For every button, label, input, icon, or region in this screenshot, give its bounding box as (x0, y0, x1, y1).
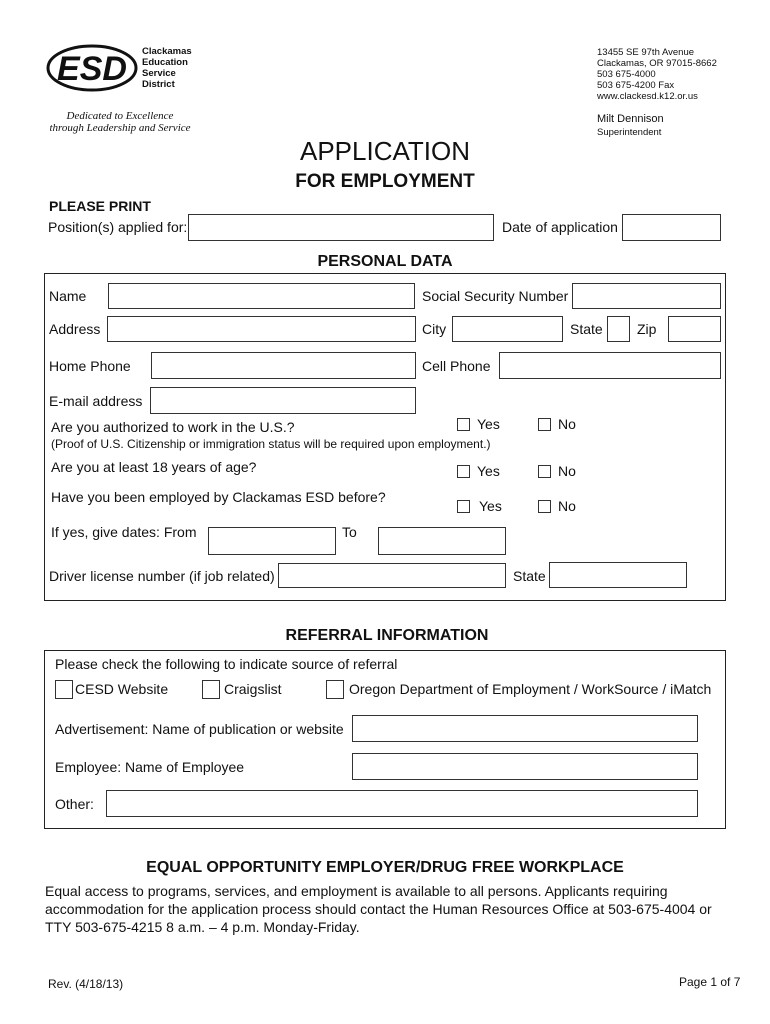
cesd-website-checkbox[interactable] (55, 680, 73, 699)
org-line: District (142, 79, 175, 90)
state-label: State (570, 321, 603, 337)
position-label: Position(s) applied for: (48, 219, 188, 235)
age-question: Are you at least 18 years of age? (51, 459, 257, 475)
cesd-website-label: CESD Website (75, 681, 169, 697)
org-line: Education (142, 57, 188, 68)
address-input[interactable] (107, 316, 416, 342)
dates-to-label: To (342, 524, 357, 540)
org-line: Service (142, 68, 176, 79)
revision-date: Rev. (4/18/13) (48, 977, 124, 991)
no-label: No (558, 416, 576, 432)
license-label: Driver license number (if job related) (49, 568, 275, 584)
dates-from-label: If yes, give dates: From (51, 524, 197, 540)
position-input[interactable] (188, 214, 494, 241)
city-label: City (422, 321, 447, 337)
no-label: No (558, 463, 576, 479)
address-label: Address (49, 321, 101, 337)
employed-no-checkbox[interactable] (538, 500, 551, 513)
state-input[interactable] (607, 316, 630, 342)
email-input[interactable] (150, 387, 416, 414)
date-input[interactable] (622, 214, 721, 241)
yes-label: Yes (479, 498, 502, 514)
district-address (597, 47, 717, 102)
zip-input[interactable] (668, 316, 721, 342)
oregon-employment-label: Oregon Department of Employment / WorkSource / iMatch (349, 681, 712, 697)
logo-text: ESD (57, 50, 127, 88)
craigslist-checkbox[interactable] (202, 680, 220, 699)
referral-heading: REFERRAL INFORMATION (270, 627, 504, 645)
org-name (142, 46, 192, 90)
page-subtitle: FOR EMPLOYMENT (295, 171, 475, 192)
other-input[interactable] (106, 790, 698, 817)
license-state-label: State (513, 568, 546, 584)
address-line: 13455 SE 97th Avenue (597, 47, 695, 58)
esd-logo (46, 44, 138, 92)
dates-to-input[interactable] (378, 527, 506, 555)
other-label: Other: (55, 796, 94, 812)
address-line: 503 675-4000 (597, 69, 656, 80)
tagline-line: Dedicated to Excellence (66, 110, 174, 122)
address-line: Clackamas, OR 97015-8662 (597, 58, 717, 69)
home-phone-label: Home Phone (49, 358, 131, 374)
superintendent-title: Superintendent (597, 127, 662, 138)
page-title: APPLICATION (299, 136, 470, 166)
employed-question: Have you been employed by Clackamas ESD before? (51, 489, 386, 505)
dates-from-input[interactable] (208, 527, 336, 555)
home-phone-input[interactable] (151, 352, 416, 379)
referral-instruction: Please check the following to indicate source of referral (55, 656, 398, 672)
advertisement-input[interactable] (352, 715, 698, 742)
authorized-question: Are you authorized to work in the U.S.? (51, 419, 295, 435)
age-no-checkbox[interactable] (538, 465, 551, 478)
yes-label: Yes (477, 416, 500, 432)
license-state-input[interactable] (549, 562, 687, 588)
tagline-line: through Leadership and Service (49, 122, 191, 134)
website: www.clackesd.k12.or.us (597, 91, 698, 102)
org-line: Clackamas (142, 46, 192, 57)
personal-data-heading: PERSONAL DATA (300, 253, 470, 271)
page-number: Page 1 of 7 (679, 975, 741, 989)
authorized-yes-checkbox[interactable] (457, 418, 470, 431)
cell-phone-label: Cell Phone (422, 358, 491, 374)
name-input[interactable] (108, 283, 415, 309)
no-label: No (558, 498, 576, 514)
age-yes-checkbox[interactable] (457, 465, 470, 478)
authorized-note: (Proof of U.S. Citizenship or immigration status will be required upon employment.) (51, 437, 491, 451)
eoe-line: accommodation for the application process should contact the Human Resources Office at 503-675-4004 or (45, 901, 712, 917)
authorized-no-checkbox[interactable] (538, 418, 551, 431)
address-line: 503 675-4200 Fax (597, 80, 675, 91)
name-label: Name (49, 288, 87, 304)
please-print: PLEASE PRINT (49, 198, 151, 214)
yes-label: Yes (477, 463, 500, 479)
eoe-heading: EQUAL OPPORTUNITY EMPLOYER/DRUG FREE WORKPLACE (146, 859, 624, 876)
superintendent-name: Milt Dennison (597, 113, 664, 125)
cell-phone-input[interactable] (499, 352, 721, 379)
eoe-line: Equal access to programs, services, and employment is available to all persons. Applicants requiring (45, 883, 668, 899)
ssn-input[interactable] (572, 283, 721, 309)
eoe-paragraph (45, 882, 712, 936)
advertisement-label: Advertisement: Name of publication or website (55, 721, 344, 737)
ssn-label: Social Security Number (422, 288, 569, 304)
date-label: Date of application (502, 219, 618, 235)
license-input[interactable] (278, 563, 506, 588)
zip-label: Zip (637, 321, 657, 337)
tagline (40, 110, 200, 134)
employee-label: Employee: Name of Employee (55, 759, 245, 775)
employee-input[interactable] (352, 753, 698, 780)
craigslist-label: Craigslist (224, 681, 282, 697)
city-input[interactable] (452, 316, 563, 342)
employed-yes-checkbox[interactable] (457, 500, 470, 513)
oregon-employment-checkbox[interactable] (326, 680, 344, 699)
eoe-line: TTY 503-675-4215 8 a.m. – 4 p.m. Monday-Friday. (45, 919, 360, 935)
email-label: E-mail address (49, 393, 143, 409)
